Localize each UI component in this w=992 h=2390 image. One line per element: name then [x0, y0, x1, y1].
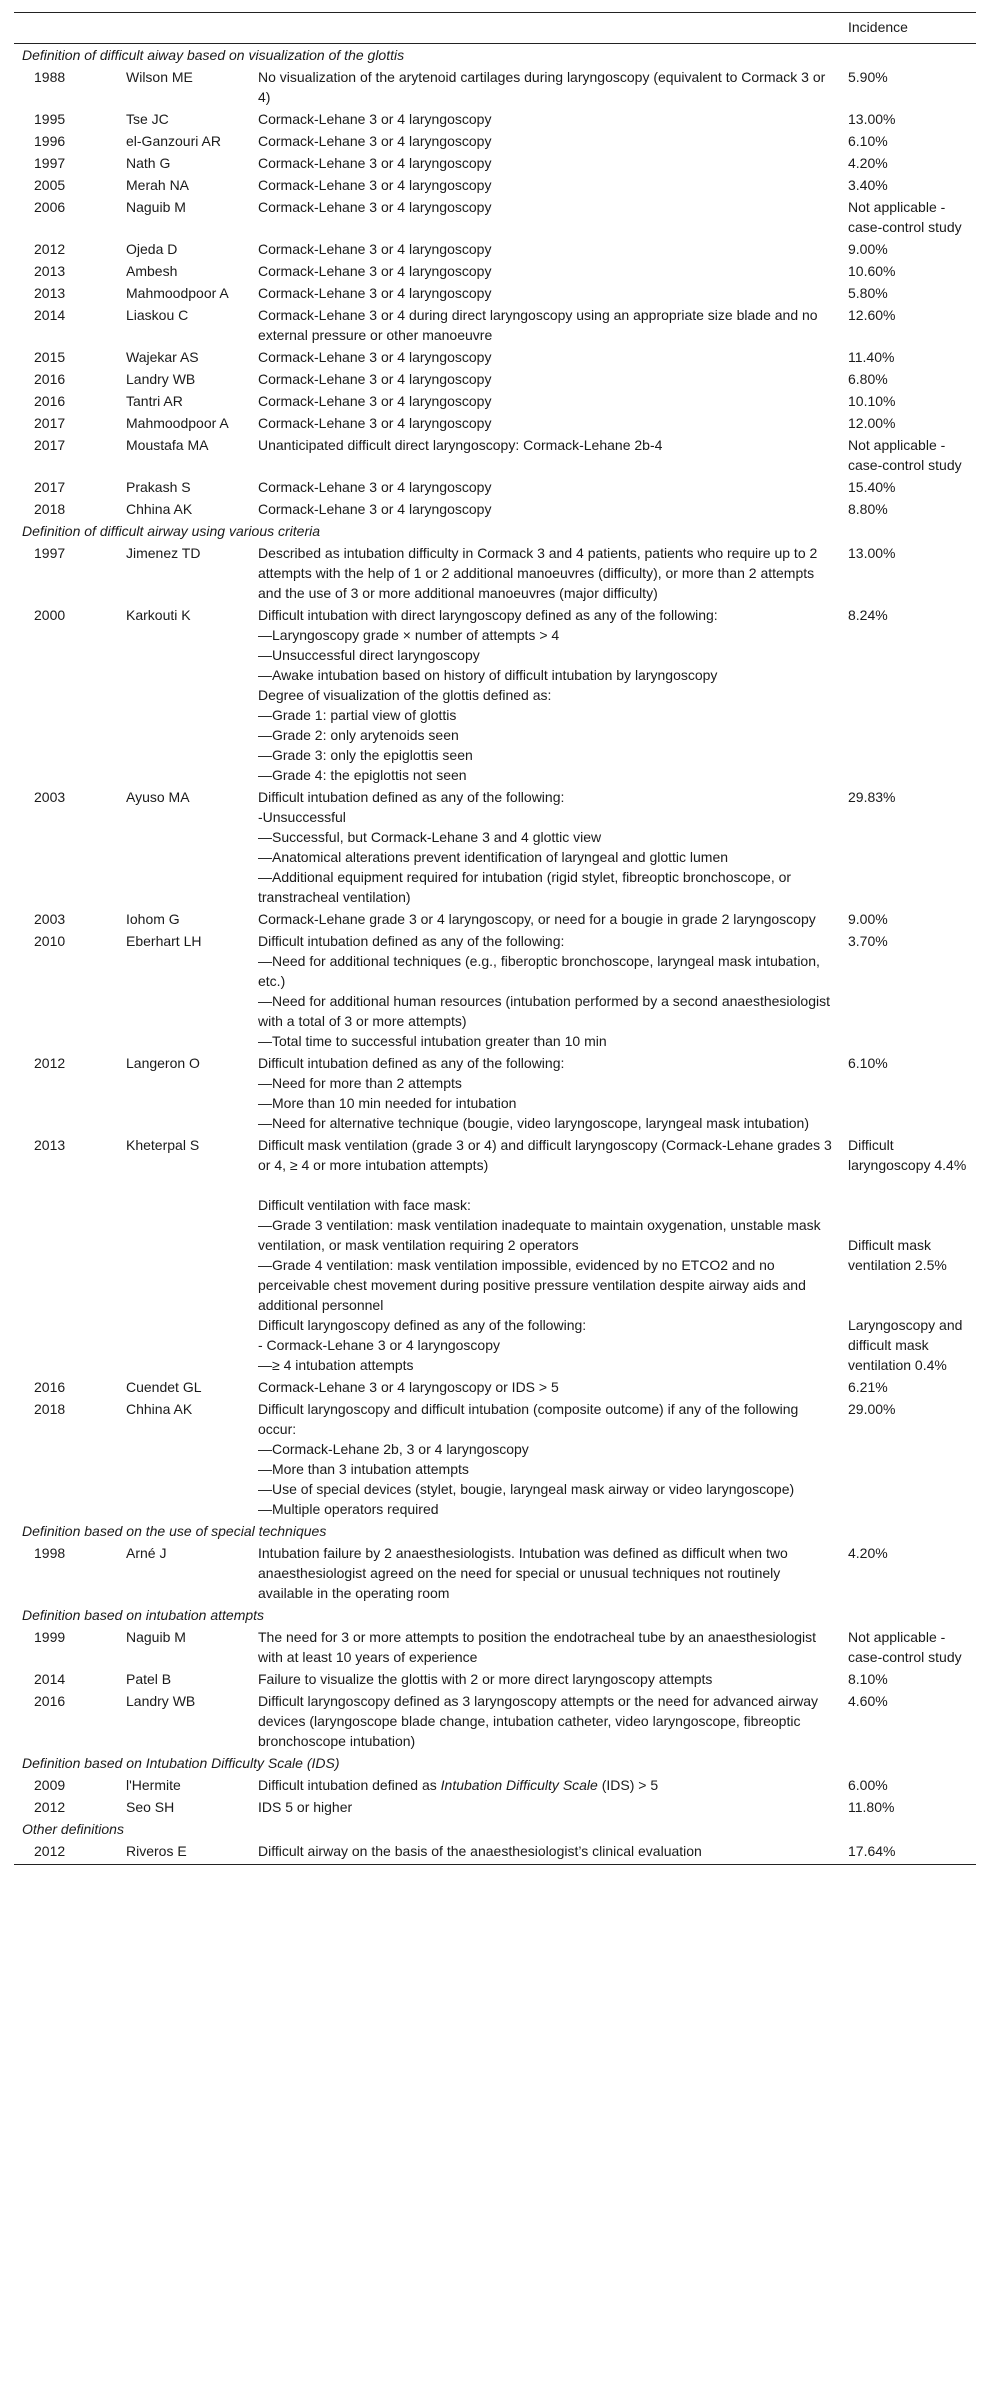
incidence-cell: [840, 390, 976, 412]
author-cell: Prakash S: [126, 479, 191, 495]
incidence-value: Difficult laryngoscopy 4.4%: [848, 1137, 967, 1173]
incidence-value: 5.80%: [848, 285, 888, 301]
table-row: [14, 1134, 976, 1376]
year-cell: 2009: [34, 1777, 66, 1793]
year-cell: 2012: [34, 241, 66, 257]
author-cell: Mahmoodpoor A: [126, 415, 229, 431]
incidence-cell: [840, 108, 976, 130]
author-cell: Patel B: [126, 1671, 172, 1687]
criteria-line: Difficult airway on the basis of the anaesthesiologist’s clinical evaluation: [258, 1843, 702, 1859]
section-header-row: [14, 1752, 976, 1774]
criteria-line: —Need for alternative technique (bougie, video laryngoscope, laryngeal mask intubation): [258, 1115, 809, 1131]
table-row: [14, 174, 976, 196]
criteria-line: IDS 5 or higher: [258, 1799, 353, 1815]
incidence-cell: [840, 1052, 976, 1134]
author-cell: Seo SH: [126, 1799, 175, 1815]
criteria-cell: [250, 1690, 840, 1752]
year-cell: 2014: [34, 1671, 66, 1687]
criteria-line: —Need for additional techniques (e.g., fiberoptic bronchoscope, laryngeal mask intubation, etc.): [258, 953, 820, 989]
criteria-text: Difficult intubation defined as: [258, 1777, 441, 1793]
year-cell: 2018: [34, 501, 66, 517]
author-cell: Mahmoodpoor A: [126, 285, 229, 301]
section-header-row: [14, 44, 976, 67]
incidence-value: 9.00%: [848, 241, 888, 257]
table-row: [14, 1376, 976, 1398]
criteria-line: The need for 3 or more attempts to position the endotracheal tube by an anaesthesiologist with at least 10 years of experience: [258, 1629, 817, 1665]
difficult-airway-definitions-table: [14, 12, 976, 1865]
table-row: [14, 908, 976, 930]
incidence-value: 29.00%: [848, 1401, 896, 1417]
table-row: [14, 368, 976, 390]
criteria-line: Cormack-Lehane 3 or 4 laryngoscopy: [258, 241, 492, 257]
incidence-value: 3.40%: [848, 177, 888, 193]
criteria-line: No visualization of the arytenoid cartilages during laryngoscopy (equivalent to Cormack 3 or 4): [258, 69, 826, 105]
incidence-cell: [840, 1668, 976, 1690]
author-cell: Ojeda D: [126, 241, 178, 257]
incidence-value: 13.00%: [848, 111, 896, 127]
criteria-line: —Total time to successful intubation greater than 10 min: [258, 1033, 607, 1049]
criteria-cell: [250, 390, 840, 412]
incidence-value: 6.00%: [848, 1777, 888, 1793]
year-cell: 2014: [34, 307, 66, 323]
criteria-cell: [250, 238, 840, 260]
incidence-value: 11.40%: [848, 349, 895, 365]
table-header: [14, 13, 976, 44]
table-row: [14, 260, 976, 282]
incidence-cell: [840, 66, 976, 108]
criteria-line: —Grade 4: the epiglottis not seen: [258, 767, 467, 783]
incidence-value: 8.24%: [848, 607, 888, 623]
header-author: [118, 13, 250, 44]
criteria-cell: [250, 930, 840, 1052]
section-title: Definition of difficult aiway based on visualization of the glottis: [22, 47, 405, 63]
incidence-value: Difficult mask ventilation 2.5%: [848, 1237, 947, 1273]
year-cell: 2017: [34, 437, 66, 453]
year-cell: 2017: [34, 479, 66, 495]
criteria-cell: [250, 1376, 840, 1398]
incidence-cell: [840, 152, 976, 174]
author-cell: Wilson ME: [126, 69, 193, 85]
criteria-line: —Grade 1: partial view of glottis: [258, 707, 457, 723]
criteria-line: Cormack-Lehane 3 or 4 laryngoscopy or IDS > 5: [258, 1379, 559, 1395]
author-cell: Naguib M: [126, 1629, 186, 1645]
table-row: [14, 542, 976, 604]
incidence-cell: [840, 346, 976, 368]
author-cell: Kheterpal S: [126, 1137, 200, 1153]
criteria-line: —More than 3 intubation attempts: [258, 1461, 469, 1477]
criteria-line: —Grade 2: only arytenoids seen: [258, 727, 459, 743]
criteria-line: Difficult intubation defined as any of the following:: [258, 933, 565, 949]
incidence-cell: [840, 238, 976, 260]
criteria-cell: [250, 282, 840, 304]
incidence-value: 15.40%: [848, 479, 896, 495]
criteria-line: - Cormack-Lehane 3 or 4 laryngoscopy: [258, 1337, 501, 1353]
header-incidence: Incidence: [840, 13, 976, 44]
incidence-cell: [840, 130, 976, 152]
author-cell: Moustafa MA: [126, 437, 209, 453]
table-row: [14, 498, 976, 520]
incidence-cell: [840, 542, 976, 604]
table-row: [14, 282, 976, 304]
criteria-line: —Need for additional human resources (intubation performed by a second anaesthesiologist with a total of 3 or more attempts): [258, 993, 831, 1029]
header-year: [14, 13, 118, 44]
criteria-cell: [250, 1398, 840, 1520]
criteria-line: -Unsuccessful: [258, 809, 346, 825]
incidence-value: Not applicable - case-control study: [848, 1629, 962, 1665]
criteria-cell: [250, 476, 840, 498]
incidence-value: 12.00%: [848, 415, 896, 431]
criteria-text: Intubation Difficulty Scale: [440, 1777, 598, 1793]
criteria-cell: [250, 1796, 840, 1818]
criteria-cell: [250, 108, 840, 130]
author-cell: Wajekar AS: [126, 349, 199, 365]
incidence-cell: [840, 1796, 976, 1818]
author-cell: Nath G: [126, 155, 171, 171]
incidence-cell: [840, 498, 976, 520]
criteria-line: Cormack-Lehane 3 or 4 laryngoscopy: [258, 415, 492, 431]
year-cell: 2016: [34, 1693, 66, 1709]
year-cell: 2016: [34, 393, 66, 409]
incidence-cell: [840, 1376, 976, 1398]
section-title: Other definitions: [22, 1821, 124, 1837]
criteria-line: Cormack-Lehane 3 or 4 laryngoscopy: [258, 133, 492, 149]
incidence-value: 8.10%: [848, 1671, 888, 1687]
criteria-cell: [250, 604, 840, 786]
year-cell: 2012: [34, 1799, 66, 1815]
incidence-cell: [840, 260, 976, 282]
incidence-value: [848, 1175, 968, 1195]
section-header-row: [14, 1520, 976, 1542]
table-row: [14, 1052, 976, 1134]
criteria-cell: [250, 1542, 840, 1604]
incidence-value: 6.21%: [848, 1379, 888, 1395]
year-cell: 2003: [34, 911, 66, 927]
year-cell: 2013: [34, 285, 66, 301]
year-cell: 2000: [34, 607, 66, 623]
year-cell: 2003: [34, 789, 66, 805]
year-cell: 2012: [34, 1055, 66, 1071]
table-row: [14, 786, 976, 908]
incidence-cell: [840, 434, 976, 476]
year-cell: 2013: [34, 1137, 66, 1153]
criteria-cell: [250, 542, 840, 604]
incidence-value: 5.90%: [848, 69, 888, 85]
incidence-value: 29.83%: [848, 789, 896, 805]
author-cell: Naguib M: [126, 199, 186, 215]
criteria-line: Difficult laryngoscopy and difficult intubation (composite outcome) if any of the following occur:: [258, 1401, 799, 1437]
criteria-line: [258, 1175, 832, 1195]
criteria-cell: [250, 412, 840, 434]
incidence-cell: [840, 412, 976, 434]
criteria-line: Cormack-Lehane grade 3 or 4 laryngoscopy, or need for a bougie in grade 2 laryngoscopy: [258, 911, 816, 927]
criteria-line: Cormack-Lehane 3 or 4 laryngoscopy: [258, 285, 492, 301]
criteria-line: Cormack-Lehane 3 or 4 laryngoscopy: [258, 501, 492, 517]
table-row: [14, 152, 976, 174]
incidence-cell: [840, 1626, 976, 1668]
author-cell: Cuendet GL: [126, 1379, 202, 1395]
year-cell: 2012: [14, 1840, 118, 1865]
criteria-cell: [250, 1840, 840, 1865]
criteria-cell: [250, 1668, 840, 1690]
criteria-line: Intubation failure by 2 anaesthesiologists. Intubation was defined as difficult when two anaesthesiologist agreed on the need for special or unusual techniques not routinely available in the operating room: [258, 1545, 788, 1601]
criteria-line: Failure to visualize the glottis with 2 or more direct laryngoscopy attempts: [258, 1671, 713, 1687]
author-cell: Karkouti K: [126, 607, 191, 623]
year-cell: 2013: [34, 263, 66, 279]
incidence-cell: [840, 1398, 976, 1520]
criteria-line: Cormack-Lehane 3 or 4 laryngoscopy: [258, 371, 492, 387]
criteria-line: Cormack-Lehane 3 or 4 laryngoscopy: [258, 199, 492, 215]
criteria-cell: [250, 196, 840, 238]
section-title: Definition based on the use of special techniques: [22, 1523, 327, 1539]
year-cell: 2010: [34, 933, 66, 949]
table-row: [14, 1398, 976, 1520]
criteria-line: Difficult intubation defined as any of the following:: [258, 789, 565, 805]
criteria-line: Difficult mask ventilation (grade 3 or 4) and difficult laryngoscopy (Cormack-Lehane grades 3 or 4, ≥ 4 or more intubation attempts): [258, 1137, 832, 1173]
criteria-cell: [250, 304, 840, 346]
criteria-line: —Grade 4 ventilation: mask ventilation impossible, evidenced by no ETCO2 and no perceivable chest movement during positive pressure ventilation despite airway aids and additional personnel: [258, 1257, 806, 1313]
incidence-cell: [840, 786, 976, 908]
incidence-cell: [840, 196, 976, 238]
criteria-line: Cormack-Lehane 3 or 4 laryngoscopy: [258, 393, 492, 409]
incidence-cell: [840, 908, 976, 930]
incidence-cell: [840, 1690, 976, 1752]
table-row: [14, 1690, 976, 1752]
criteria-cell: [250, 174, 840, 196]
criteria-cell: [250, 908, 840, 930]
criteria-cell: [250, 260, 840, 282]
incidence-cell: [840, 930, 976, 1052]
incidence-cell: [840, 368, 976, 390]
incidence-value: 6.10%: [848, 133, 888, 149]
year-cell: 2005: [34, 177, 66, 193]
criteria-line: —Cormack-Lehane 2b, 3 or 4 laryngoscopy: [258, 1441, 529, 1457]
criteria-cell: [250, 786, 840, 908]
incidence-cell: [840, 1840, 976, 1865]
criteria-line: [258, 1775, 832, 1795]
author-cell: Landry WB: [126, 1693, 196, 1709]
criteria-line: —Need for more than 2 attempts: [258, 1075, 462, 1091]
criteria-cell: [250, 1626, 840, 1668]
author-cell: Ambesh: [126, 263, 178, 279]
criteria-cell: [250, 130, 840, 152]
author-cell: el-Ganzouri AR: [126, 133, 221, 149]
criteria-line: —Anatomical alterations prevent identification of laryngeal and glottic lumen: [258, 849, 729, 865]
criteria-line: Difficult intubation defined as any of the following:: [258, 1055, 565, 1071]
table-row: [14, 1626, 976, 1668]
author-cell: Liaskou C: [126, 307, 189, 323]
incidence-cell: [840, 476, 976, 498]
incidence-value: [848, 1215, 968, 1235]
incidence-cell: [840, 1774, 976, 1796]
section-title: Definition of difficult airway using various criteria: [22, 523, 321, 539]
difficult-airway-table-container: [14, 12, 976, 1865]
criteria-cell: [250, 434, 840, 476]
author-cell: Chhina AK: [126, 1401, 193, 1417]
incidence-value: 4.20%: [848, 155, 888, 171]
author-cell: Merah NA: [126, 177, 190, 193]
year-cell: 1988: [34, 69, 66, 85]
author-cell: Tantri AR: [126, 393, 183, 409]
author-cell: Langeron O: [126, 1055, 200, 1071]
table-row: [14, 604, 976, 786]
criteria-line: Cormack-Lehane 3 or 4 laryngoscopy: [258, 155, 492, 171]
incidence-value: [848, 1295, 968, 1315]
criteria-cell: [250, 368, 840, 390]
year-cell: 1997: [34, 155, 66, 171]
criteria-line: —Laryngoscopy grade × number of attempts > 4: [258, 627, 560, 643]
incidence-value: 3.70%: [848, 933, 888, 949]
author-cell: l'Hermite: [126, 1777, 181, 1793]
criteria-line: Difficult ventilation with face mask:: [258, 1197, 471, 1213]
incidence-value: 4.60%: [848, 1693, 888, 1709]
criteria-line: —More than 10 min needed for intubation: [258, 1095, 517, 1111]
criteria-line: Unanticipated difficult direct laryngoscopy: Cormack-Lehane 2b-4: [258, 437, 663, 453]
year-cell: 2006: [34, 199, 66, 215]
criteria-cell: [250, 498, 840, 520]
criteria-line: Difficult intubation with direct laryngoscopy defined as any of the following:: [258, 607, 718, 623]
year-cell: 2016: [34, 1379, 66, 1395]
criteria-cell: [250, 346, 840, 368]
criteria-line: Cormack-Lehane 3 or 4 during direct laryngoscopy using an appropriate size blade and no external pressure or other manoeuvre: [258, 307, 818, 343]
criteria-text: (IDS) > 5: [597, 1777, 659, 1793]
incidence-value: Not applicable - case-control study: [848, 437, 962, 473]
incidence-cell: [840, 174, 976, 196]
criteria-line: —Successful, but Cormack-Lehane 3 and 4 glottic view: [258, 829, 602, 845]
table-row: [14, 196, 976, 238]
author-cell: Tse JC: [126, 111, 169, 127]
incidence-cell: [840, 1134, 976, 1376]
year-cell: 1997: [34, 545, 66, 561]
table-row: [14, 130, 976, 152]
criteria-line: Cormack-Lehane 3 or 4 laryngoscopy: [258, 263, 492, 279]
criteria-cell: [250, 1134, 840, 1376]
incidence-value: 6.10%: [848, 1055, 888, 1071]
author-cell: Iohom G: [126, 911, 180, 927]
section-header-row: [14, 1818, 976, 1840]
criteria-cell: [250, 1052, 840, 1134]
criteria-line: Cormack-Lehane 3 or 4 laryngoscopy: [258, 349, 492, 365]
criteria-line: Described as intubation difficulty in Cormack 3 and 4 patients, patients who require up to 2 attempts with the help of 1 or 2 additional manoeuvres (difficulty), or more than 2 attempts and the use of 3 or more additional manoeuvres (major difficulty): [258, 545, 818, 601]
incidence-value: 17.64%: [848, 1843, 896, 1859]
author-cell: Riveros E: [118, 1840, 250, 1865]
incidence-value: 4.20%: [848, 1545, 888, 1561]
criteria-line: —Unsuccessful direct laryngoscopy: [258, 647, 480, 663]
criteria-line: Difficult laryngoscopy defined as any of the following:: [258, 1317, 587, 1333]
criteria-line: Cormack-Lehane 3 or 4 laryngoscopy: [258, 177, 492, 193]
table-row: [14, 346, 976, 368]
header-criteria: [250, 13, 840, 44]
incidence-value: 6.80%: [848, 371, 888, 387]
author-cell: Arné J: [126, 1545, 167, 1561]
criteria-line: Degree of visualization of the glottis defined as:: [258, 687, 552, 703]
incidence-cell: [840, 604, 976, 786]
author-cell: Jimenez TD: [126, 545, 201, 561]
year-cell: 2017: [34, 415, 66, 431]
author-cell: Eberhart LH: [126, 933, 202, 949]
year-cell: 1996: [34, 133, 66, 149]
table-row: [14, 1840, 976, 1865]
table-row: [14, 304, 976, 346]
incidence-value: 9.00%: [848, 911, 888, 927]
author-cell: Chhina AK: [126, 501, 193, 517]
table-row: [14, 238, 976, 260]
incidence-value: 12.60%: [848, 307, 896, 323]
table-row: [14, 1668, 976, 1690]
incidence-value: 13.00%: [848, 545, 896, 561]
criteria-cell: [250, 1774, 840, 1796]
incidence-value: Laryngoscopy and difficult mask ventilation 0.4%: [848, 1317, 963, 1373]
year-cell: 2015: [34, 349, 66, 365]
criteria-line: —Multiple operators required: [258, 1501, 439, 1517]
table-row: [14, 1796, 976, 1818]
year-cell: 1998: [34, 1545, 66, 1561]
criteria-line: Cormack-Lehane 3 or 4 laryngoscopy: [258, 479, 492, 495]
author-cell: Ayuso MA: [126, 789, 190, 805]
year-cell: 2016: [34, 371, 66, 387]
incidence-cell: [840, 304, 976, 346]
incidence-value: 10.60%: [848, 263, 896, 279]
table-row: [14, 476, 976, 498]
table-row: [14, 108, 976, 130]
incidence-value: [848, 1275, 968, 1295]
criteria-cell: [250, 66, 840, 108]
year-cell: 1999: [34, 1629, 66, 1645]
incidence-value: 11.80%: [848, 1799, 895, 1815]
criteria-cell: [250, 152, 840, 174]
section-header-row: [14, 1604, 976, 1626]
incidence-value: Not applicable - case-control study: [848, 199, 962, 235]
section-header-row: [14, 520, 976, 542]
year-cell: 2018: [34, 1401, 66, 1417]
incidence-value: 8.80%: [848, 501, 888, 517]
criteria-line: Difficult laryngoscopy defined as 3 laryngoscopy attempts or the need for advanced airway devices (laryngoscope blade change, intubation catheter, video laryngoscope, fibreoptic bronchoscope intubation): [258, 1693, 819, 1749]
criteria-line: —Additional equipment required for intubation (rigid stylet, fibreoptic bronchoscope, or transtracheal ventilation): [258, 869, 792, 905]
incidence-cell: [840, 282, 976, 304]
table-row: [14, 1774, 976, 1796]
table-row: [14, 390, 976, 412]
criteria-line: —Grade 3 ventilation: mask ventilation inadequate to maintain oxygenation, unstable mask ventilation, or mask ventilation requiring 2 operators: [258, 1217, 821, 1253]
criteria-line: —Grade 3: only the epiglottis seen: [258, 747, 473, 763]
author-cell: Landry WB: [126, 371, 196, 387]
table-body: [14, 44, 976, 1865]
table-row: [14, 930, 976, 1052]
header-row: [14, 13, 976, 44]
criteria-line: —≥ 4 intubation attempts: [258, 1357, 414, 1373]
year-cell: 1995: [34, 111, 66, 127]
incidence-value: [848, 1195, 968, 1215]
criteria-line: —Use of special devices (stylet, bougie, laryngeal mask airway or video laryngoscope): [258, 1481, 795, 1497]
section-title: Definition based on Intubation Difficulty Scale (IDS): [22, 1755, 340, 1771]
section-title: Definition based on intubation attempts: [22, 1607, 265, 1623]
criteria-line: —Awake intubation based on history of difficult intubation by laryngoscopy: [258, 667, 718, 683]
table-row: [14, 434, 976, 476]
table-row: [14, 412, 976, 434]
table-row: [14, 1542, 976, 1604]
table-row: [14, 66, 976, 108]
incidence-value: 10.10%: [848, 393, 896, 409]
criteria-line: Cormack-Lehane 3 or 4 laryngoscopy: [258, 111, 492, 127]
incidence-cell: [840, 1542, 976, 1604]
